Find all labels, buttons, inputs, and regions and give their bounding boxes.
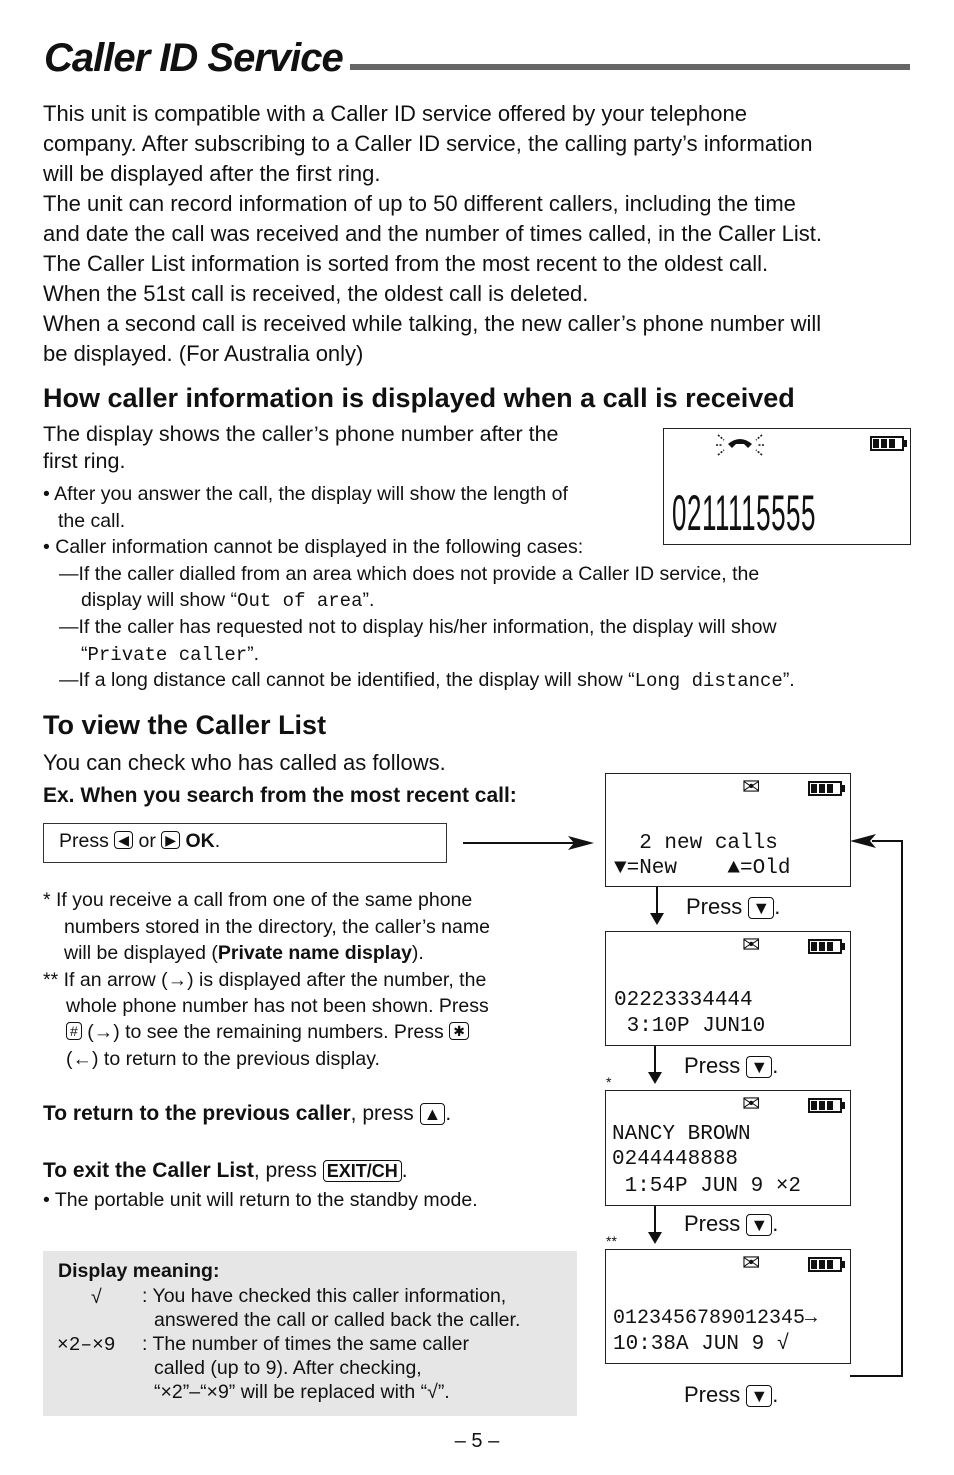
bullet-answer-cont: the call.: [58, 510, 126, 532]
note-arrow-cont: (←) to return to the previous display.: [66, 1048, 380, 1070]
mail-icon: ✉: [742, 774, 761, 799]
down-key-icon: ▼: [746, 1214, 772, 1236]
long-distance-text: Long distance: [634, 670, 783, 692]
ok-key-label: OK: [185, 830, 215, 852]
arrow-right-icon: [568, 834, 594, 852]
intro-line: The unit can record information of up to 50 different callers, including the time: [43, 191, 796, 216]
exit-instruction: To exit the Caller List, press EXIT/CH .: [43, 1159, 408, 1182]
press-instruction-box: Press ◀ or ▶ OK.: [43, 823, 447, 863]
note-arrow-cont: # (→) to see the remaining numbers. Press ✱: [66, 1019, 469, 1046]
note-private-name: * If you receive a call from one of the same phone: [43, 889, 473, 911]
battery-icon: [808, 939, 842, 954]
lcd-caller-long-number: ✉ 0123456789012345→ 10:38A JUN 9 √: [605, 1249, 851, 1364]
incoming-call-display: [663, 428, 911, 545]
flow-arrow-line: [463, 842, 575, 844]
note-arrow: ** If an arrow (→) is displayed after the number, the: [43, 969, 487, 991]
case-no-service-cont: display will show “Out of area”.: [81, 589, 375, 612]
lcd-new-calls: ✉ 2 new calls ▼=New ▲=Old: [605, 773, 851, 887]
intro-line: company. After subscribing to a Caller ID service, the calling party’s information: [43, 131, 813, 156]
press-down-step: Press ▼ .: [684, 1211, 779, 1236]
press-down-step: Press ▼ .: [684, 1382, 779, 1407]
right-key-icon: ▶: [161, 831, 180, 849]
left-key-icon: ◀: [114, 831, 133, 849]
arrow-down-icon: [648, 1072, 662, 1084]
ringing-phone-icon: [714, 431, 766, 459]
private-caller-text: Private caller: [87, 644, 248, 666]
press-down-step: Press ▼ .: [686, 894, 781, 919]
press-down-step: Press ▼ .: [684, 1053, 779, 1078]
intro-line: The Caller List information is sorted from the most recent to the oldest call.: [43, 251, 769, 276]
lcd-caller-1: ✉ 02223334444 3:10P JUN10: [605, 931, 851, 1046]
exit-ch-key: EXIT/CH: [323, 1160, 402, 1182]
section1-lead: The display shows the caller’s phone number after the: [43, 422, 559, 446]
down-key-icon: ▼: [746, 1056, 772, 1078]
check-symbol: √: [91, 1286, 102, 1308]
intro-line: be displayed. (For Australia only): [43, 341, 364, 366]
bullet-cases: • Caller information cannot be displayed in the following cases:: [43, 536, 584, 558]
display-meaning-box: Display meaning: √ : You have checked this caller information, answered the call or called back the caller. ×2–×9 : The number of times the same caller called (up to 9). After checking, “×2”–“×9” will be replaced with “√”.: [43, 1251, 577, 1416]
page-title: Caller ID Service: [44, 36, 343, 80]
case-no-service: —If the caller dialled from an area which does not provide a Caller ID service, the: [59, 563, 760, 585]
intro-line: will be displayed after the first ring.: [43, 161, 381, 186]
mail-icon: ✉: [742, 932, 761, 957]
caller-list-lead: You can check who has called as follows.: [43, 750, 446, 775]
note-private-name-cont: will be displayed (Private name display).: [64, 942, 424, 964]
section1-lead: first ring.: [43, 449, 126, 473]
arrow-down-icon: [650, 913, 664, 925]
intro-line: When the 51st call is received, the oldest call is deleted.: [43, 281, 589, 306]
mail-icon: ✉: [742, 1250, 761, 1275]
intro-line: and date the call was received and the number of times called, in the Caller List.: [43, 221, 822, 246]
loop-line: [901, 840, 903, 1377]
down-key-icon: ▼: [748, 897, 774, 919]
star-key-icon: ✱: [449, 1022, 469, 1040]
bullet-answer: • After you answer the call, the display will show the length of: [43, 483, 568, 505]
lcd-caller-named: ✉ NANCY BROWN 0244448888 1:54P JUN 9 ×2: [605, 1090, 851, 1206]
case-private-cont: “Private caller”.: [81, 643, 260, 666]
mail-icon: ✉: [742, 1091, 761, 1116]
exit-bullet: • The portable unit will return to the standby mode.: [43, 1189, 478, 1211]
note-private-name-cont: numbers stored in the directory, the caller’s name: [64, 916, 490, 938]
section-heading-display: How caller information is displayed when a call is received: [43, 383, 795, 413]
case-private: —If the caller has requested not to display his/her information, the display will show: [59, 616, 777, 638]
page-number: – 5 –: [454, 1430, 500, 1452]
case-long-distance: —If a long distance call cannot be identified, the display will show “Long distance”.: [59, 669, 795, 692]
section-heading-caller-list: To view the Caller List: [43, 710, 327, 740]
down-key-icon: ▼: [746, 1385, 772, 1407]
display-meaning-heading: Display meaning:: [58, 1260, 220, 1282]
example-heading: Ex. When you search from the most recent call:: [43, 784, 517, 807]
note-arrow-cont: whole phone number has not been shown. Press: [66, 995, 489, 1017]
loop-line: [872, 840, 903, 842]
arrow-left-icon: [850, 832, 876, 850]
loop-line: [850, 1375, 903, 1377]
return-instruction: To return to the previous caller, press ▲ .: [43, 1102, 452, 1125]
title-rule: [350, 64, 910, 70]
up-key-icon: ▲: [420, 1103, 446, 1125]
intro-line: When a second call is received while talking, the new caller’s phone number will: [43, 311, 822, 336]
battery-icon: [808, 1098, 842, 1113]
out-of-area-text: Out of area: [237, 590, 363, 612]
battery-icon: [870, 436, 904, 451]
battery-icon: [808, 781, 842, 796]
incoming-number: 0211115555: [672, 485, 817, 541]
count-symbol: ×2–×9: [57, 1334, 116, 1356]
intro-line: This unit is compatible with a Caller ID service offered by your telephone: [43, 101, 747, 126]
arrow-down-icon: [648, 1232, 662, 1244]
battery-icon: [808, 1257, 842, 1272]
hash-key-icon: #: [66, 1022, 82, 1040]
